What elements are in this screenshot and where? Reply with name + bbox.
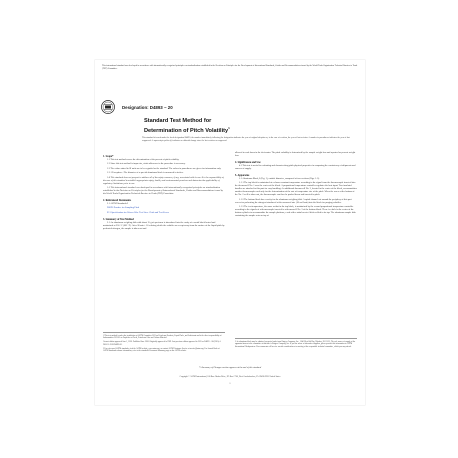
- right-column: [235, 152, 357, 220]
- standard-issuance-note: This standard is issued under the fixed designation D4893; the number immediately following the designation indicates the year of original adoption or, in the case of revision, the year of last revision. A number in parentheses indicates the year of last reapproval. A superscript epsilon (ε) indicates an editorial change since the last revision or reapproval.: [142, 137, 350, 142]
- paragraph-1-3: 1.3 The values stated in SI units are to be regarded as the standard. The values in parentheses are given for information only.: [107, 167, 222, 170]
- section-heading-summary: 3. Summary of Test Method: [103, 217, 134, 221]
- section-heading-significance: 4. Significance and Use: [235, 161, 261, 164]
- footnotes-right: [235, 338, 357, 348]
- paragraph-2-1: 2.1 ASTM Standards:2: [107, 202, 129, 205]
- page-number: 1: [229, 382, 231, 385]
- section-heading-scope: 1. Scope*: [103, 155, 114, 158]
- paragraph-3-1-continued: allowed to cool down in the desiccator. The pitch volatility is determined by the sample weight loss and reported as percent weight loss.: [235, 152, 356, 157]
- paragraph-1-5: 1.5 This international standard was developed in accordance with internationally recognized principles on standardization established in the Decision on Principles for the Development of International Standards, Guides and Recommendations issued by the World Trade Organization Technical Barriers to Trade (TBT) Committee.: [103, 186, 224, 195]
- footnote-1: 1 This test method is under the jurisdiction of ASTM Committee D02 on Petroleum Products, Liquid Fuels, and Lubricants and is the direct responsibility of Subcommittee D02.05 on Properties of Fuels, Petroleum Coke and Carbon Material.: [103, 334, 222, 339]
- summary-of-changes-note: *A Summary of Changes section appears at the end of this standard: [198, 367, 262, 369]
- paragraph-5-1-3: 5.1.3 The test temperature, the same as that in the top block, is maintained by the second proportional temperature controller according to the signals of a thermocouple inserted in a thermowell No. 3 of the bottom block. There is a hole in the center of the bottom cylinder to accommodate the sample platform, a rod with a stainless steel disk welded to its top. The aluminum sample dish containing the sample rests on top of: [235, 206, 356, 218]
- title-footnote-marker: 1: [228, 126, 230, 130]
- footnote-1-edition: Current edition approved June 1, 2020. Published June 2020. Originally approved in 1989. Last previous edition approved in 2015 as D4893 − 08 (2015)ε1. DOI: 10.1520/D4893-20.: [103, 341, 222, 346]
- footnote-3: 3 An aluminum block may be obtained on special order from Rutgers Company, Inc., 1040 West 8th Way, Windsor, PA 15135. The sole source of supply of the apparatus known to the committee at this time is Rutgers Company, Inc. If you are aware of alternative suppliers, please provide this information to ASTM International Headquarters. Your comments will receive careful consideration at a meeting of the responsible technical committee, which you may attend.: [235, 340, 356, 348]
- title-line-1: Standard Test Method for: [144, 118, 212, 124]
- copyright-line: Copyright © ASTM International, 100 Barr Harbor Drive, PO Box C700, West Conshohocken, PA 19428-2959. United States: [179, 376, 281, 378]
- paragraph-5-1-2: 5.1.2 The bottom block has a cavity for the aluminum weighing dish. A spiral channel cut around the periphery of this part serves for preheating the nitrogen introduced at the measured rate (10 cm3/min) into the block for purging volatiles.: [235, 198, 352, 204]
- left-column: [103, 152, 225, 232]
- document-title: [144, 118, 354, 135]
- document-page: [95, 60, 365, 405]
- paragraph-1-3-1: 1.3.1 Exception—The diameter of a special aluminum block is measured in inches.: [107, 172, 184, 175]
- reference-link-e11[interactable]: E11 Specification for Woven Wire Test Sieve Cloth and Test Sieves: [107, 211, 170, 214]
- paragraph-5-1-1: 5.1.1 The top block is maintained at a chosen constant temperature according to the signal from the thermocouple inserted into the thermowell No. 1 near the center of the block. A proportional temperature controller regulates the heat input. Two insulated handles are attached to this part for easy handling. An additional thermowell No. 2, located in the center of the block, accommodates another thermocouple used only for the determination of the rate of temperature rise of the pitch. When the screw at the bottom of the No. 2 well is taken out, the thermocouple can then be pushed down and inserted in pitch.: [235, 182, 357, 197]
- footnotes-left: [103, 332, 225, 354]
- footnote-2: 2 For referenced ASTM standards, visit the ASTM website, www.astm.org, or contact ASTM Customer Service at service@astm.org. For Annual Book of ASTM Standards volume information, refer to the standard's Document Summary page on the ASTM website.: [103, 347, 220, 352]
- paragraph-4-1: 4.1 This test is useful in evaluating and characterizing pitch physical properties in comparing the consistency of shipments and sources of supply.: [235, 165, 356, 170]
- reference-link-d4296[interactable]: D4296 Practice for Sampling Pitch: [107, 207, 140, 210]
- title-line-2-text: Determination of Pitch Volatility: [144, 127, 229, 134]
- designation: Designation: D4893 − 20: [122, 105, 173, 110]
- astm-logo-icon: [101, 100, 115, 114]
- paragraph-3-1: 3.1 An aluminum weighing dish with about 15 g of specimen is introduced into the cavity of a metal block heated and maintained at 350 °C (662 °F). After 30 min ± 10 s during which the volatiles are swept away from the surface of the liquid pitch by preheated nitrogen, the sample is taken out and: [103, 221, 225, 230]
- paragraph-1-2: 1.2 Since this test method is imprecise, strict adherence to the procedure is necessary.: [107, 163, 186, 166]
- section-heading-referenced-documents: 2. Referenced Documents: [103, 198, 132, 202]
- paragraph-1-1: 1.1 This test method covers the determination of the percent of pitch volatility.: [107, 159, 180, 161]
- section-heading-apparatus: 5. Apparatus: [235, 174, 250, 177]
- paragraph-1-4: 1.4 This standard does not purport to address all of the safety concerns, if any, associated with its use. It is the responsibility of the user of this standard to establish appropriate safety, health, and environmental practices and determine the applicability of regulatory limitations prior to use.: [103, 176, 224, 185]
- paragraph-5-1: 5.1 Aluminum Block,3 (Fig. 1), outside diameter, composed of two sections (Figs. 1-3).: [239, 178, 320, 180]
- international-standard-note: This international standard was developed in accordance with internationally recognized principles on standardization established in the Decision on Principles for the Development of International Standards, Guides and Recommendations issued by the World Trade Organization Technical Barriers to Trade (TBT) Committee.: [102, 65, 358, 70]
- title-line-2: [144, 125, 354, 135]
